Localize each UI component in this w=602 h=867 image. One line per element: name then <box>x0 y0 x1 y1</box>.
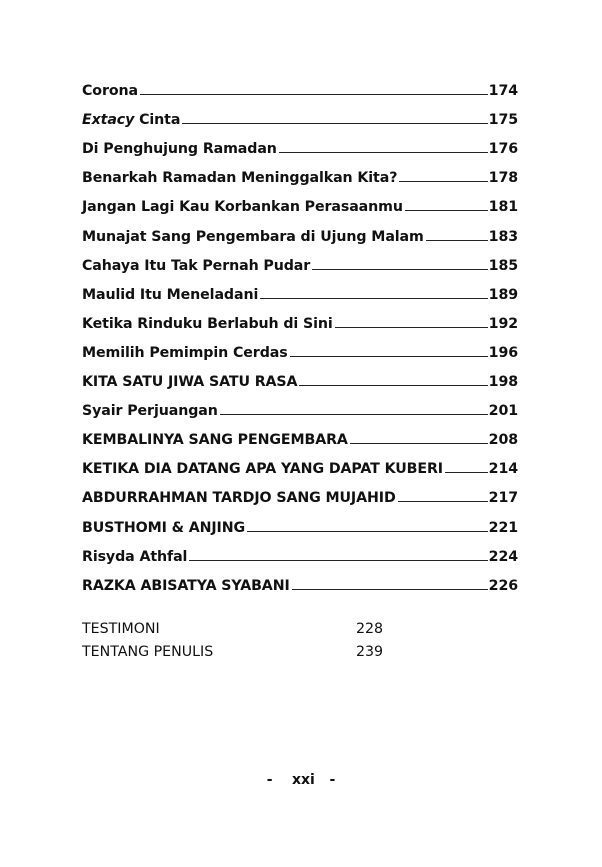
dot-leader <box>398 501 488 502</box>
toc-entry <box>82 245 518 274</box>
toc-page-number: 189 <box>488 286 518 303</box>
dot-leader <box>445 472 488 473</box>
toc-title: Di Penghujung Ramadan <box>82 141 277 158</box>
toc-page-number: 185 <box>488 257 518 274</box>
toc-page-number: 176 <box>488 141 518 158</box>
toc-entry <box>82 419 518 448</box>
toc-page-number: 201 <box>488 403 518 420</box>
toc-title <box>82 112 180 128</box>
toc-page-number: 221 <box>488 519 518 536</box>
extra-title: TENTANG PENULIS <box>82 644 214 660</box>
dot-leader <box>140 94 488 95</box>
dot-leader <box>189 560 487 561</box>
toc-title: RAZKA ABISATYA SYABANI <box>82 577 290 594</box>
toc-title: Jangan Lagi Kau Korbankan Perasaanmu <box>82 199 403 216</box>
dot-leader <box>405 210 488 211</box>
toc-entry <box>82 186 518 215</box>
toc-title: BUSTHOMI & ANJING <box>82 519 246 536</box>
toc-title: Syair Perjuangan <box>82 403 218 420</box>
toc-entry <box>82 332 518 361</box>
toc-title: Memilih Pemimpin Cerdas <box>82 344 288 361</box>
dot-leader <box>220 414 488 415</box>
dot-leader <box>399 181 487 182</box>
toc-entry <box>82 157 518 186</box>
dot-leader <box>312 269 488 270</box>
page-number-footer: - xxi - <box>266 772 336 788</box>
toc-page-number: 178 <box>488 170 518 187</box>
toc-page-number: 192 <box>488 315 518 332</box>
toc-title: KEMBALINYA SANG PENGEMBARA <box>82 432 348 449</box>
toc-entry <box>82 70 518 99</box>
toc-entry <box>82 390 518 419</box>
toc-entry <box>82 565 518 594</box>
toc-title: Benarkah Ramadan Meninggalkan Kita? <box>82 170 398 187</box>
toc-title: Maulid Itu Meneladani <box>82 286 259 303</box>
toc-page-number: 226 <box>488 577 518 594</box>
toc-title: Corona <box>82 83 138 100</box>
toc-page-number: 214 <box>488 461 518 478</box>
toc-entry <box>82 99 518 128</box>
toc-page-number: 181 <box>488 199 518 216</box>
dot-leader <box>279 152 488 153</box>
toc-page-number: 217 <box>488 490 518 507</box>
toc-title: Ketika Rinduku Berlabuh di Sini <box>82 315 333 332</box>
toc-title-italic: Extacy <box>82 112 135 129</box>
toc-page-number: 198 <box>488 374 518 391</box>
toc-page-number: 208 <box>488 432 518 449</box>
toc-entry <box>82 215 518 244</box>
toc-entry <box>82 361 518 390</box>
toc-entry <box>82 448 518 477</box>
dot-leader <box>260 298 487 299</box>
toc-page-number: 196 <box>488 344 518 361</box>
toc-page-number: 183 <box>488 228 518 245</box>
toc-entry <box>82 477 518 506</box>
dot-leader <box>182 123 487 124</box>
toc-title: KITA SATU JIWA SATU RASA <box>82 374 298 391</box>
dot-leader <box>247 531 488 532</box>
toc-title: KETIKA DIA DATANG APA YANG DAPAT KUBERI <box>82 461 443 478</box>
toc-page-number: 175 <box>488 112 518 129</box>
extra-page-number: 239 <box>356 644 384 660</box>
toc-page-number: 174 <box>488 83 518 100</box>
toc-entry <box>82 536 518 565</box>
extra-page-number: 228 <box>356 621 384 637</box>
toc-entry <box>82 303 518 332</box>
toc-entry <box>82 506 518 535</box>
extra-title: TESTIMONI <box>82 621 160 637</box>
dot-leader <box>426 240 488 241</box>
toc-entry <box>82 128 518 157</box>
dot-leader <box>290 356 488 357</box>
toc-title-rest: Cinta <box>134 112 181 129</box>
toc-title: ABDURRAHMAN TARDJO SANG MUJAHID <box>82 490 396 507</box>
dot-leader <box>292 589 488 590</box>
dot-leader <box>299 385 487 386</box>
dot-leader <box>350 443 488 444</box>
toc-title: Munajat Sang Pengembara di Ujung Malam <box>82 228 424 245</box>
toc-page-number: 224 <box>488 548 518 565</box>
toc-title: Cahaya Itu Tak Pernah Pudar <box>82 257 311 274</box>
toc-entry <box>82 274 518 303</box>
toc-title: Risyda Athfal <box>82 548 188 565</box>
table-of-contents <box>82 70 518 594</box>
dot-leader <box>335 327 488 328</box>
